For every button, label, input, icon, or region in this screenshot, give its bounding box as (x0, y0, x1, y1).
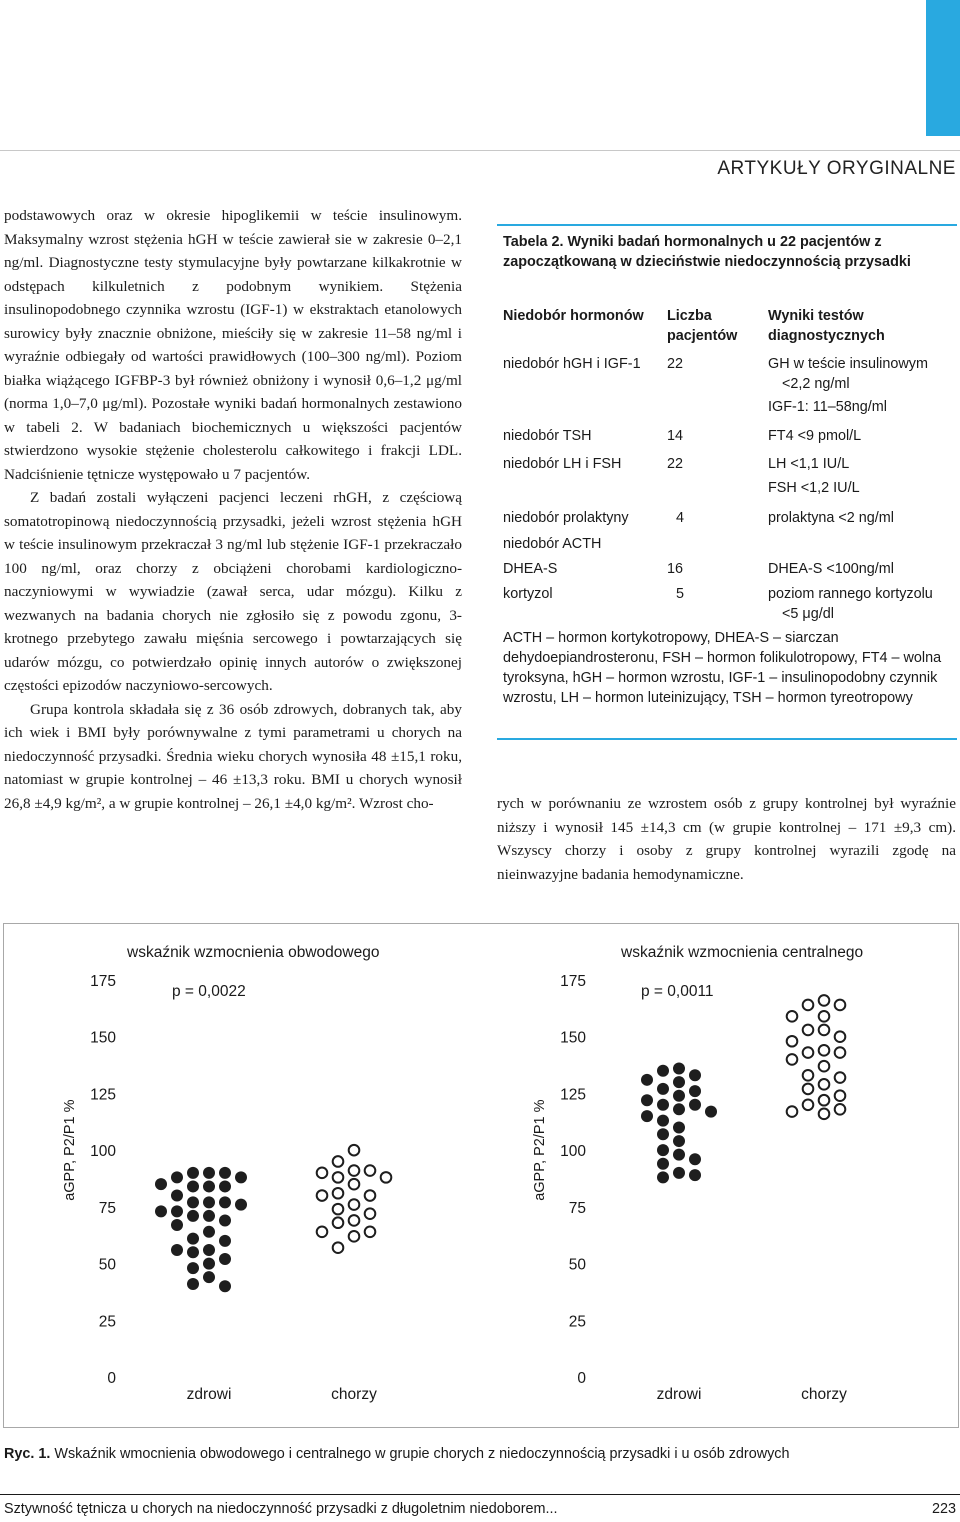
data-point-open (803, 1099, 814, 1110)
p-value-annotation: p = 0,0011 (641, 983, 714, 1000)
data-point-filled (219, 1196, 231, 1208)
hormone-results-table (497, 224, 957, 740)
data-point-filled (657, 1158, 669, 1170)
y-tick-label: 125 (560, 1086, 586, 1104)
paragraph: Z badań zostali wyłączeni pacjenci leczeni rhGH, z częściową somatotropinową niedoczynnością przysadki, jeżeli wzrost stężenia hGH w teście insulinowym przekraczał 3 ng/ml lub stężenie IGF-1 przekraczało 100 ng/ml, oraz chorzy z obciążeni chorobami kardiologiczno-naczyniowymi w wywiadzie (zawał serca, udar mózgu). Kilku z wezwanych na badania chorych nie zgłosiło się z powodu zgonu, 3-krotnego przebytego zawału mięśnia sercowego i powtarzających się udarów mózgu, co potwierdzało opinię innych autorów o zwiększonej częstości epizodów naczyniowo-sercowych. (4, 489, 462, 694)
row-deficiency: kortyzol (503, 586, 553, 602)
row-count: 5 (676, 586, 685, 602)
data-point-open (787, 1054, 798, 1065)
header-result-line1: Wyniki testów (768, 308, 864, 324)
y-tick-label: 175 (90, 973, 116, 990)
row-deficiency: niedobór LH i FSH (503, 456, 622, 472)
data-point-filled (219, 1180, 231, 1192)
data-point-filled (219, 1253, 231, 1265)
y-tick-label: 100 (90, 1143, 116, 1161)
data-point-open (835, 1047, 846, 1058)
section-label: ARTYKUŁY ORYGINALNE (717, 158, 956, 179)
y-tick-label: 150 (560, 1029, 586, 1047)
data-point-filled (187, 1246, 199, 1258)
paragraph: podstawowych oraz w okresie hipoglikemii w teście insulinowym. Maksymalny wzrost stężenia hGH w teście zawierał sie w zakresie 0–2,1 ng/ml. Diagnostyczne testy stymulacyjne były powtarzane kilkakrotnie w odstępach kilkuletnich z podobnym wynikiem. Stężenia insulinopodobnego czynnika wzrostu (IGF-1) w ekstraktach etanolowych surowicy były znacznie obniżone, mieściły się w zakresie 11–58 ng/ml i wyraźnie odbiegały od wartości prawidłowych (100–300 ng/ml). Poziom białka wiążącego IGFBP-3 był również obniżony i wynosił 0,6–1,2 μg/ml (norma 1,0–7,0 μg/ml). Pozostałe wyniki badań hormonalnych zestawiono w tabeli 2. W badaniach biochemicznych u większości pacjentów stwierdzono wysokie stężenie cholesterolu całkowitego i frakcji LDL. Nadciśnienie tętnicze występowało u 7 pacjentów. (4, 207, 462, 483)
data-point-filled (203, 1167, 215, 1179)
data-point-filled (673, 1076, 685, 1088)
page-number: 223 (931, 1501, 956, 1517)
header-result-line2: diagnostycznych (768, 328, 885, 344)
y-tick-label: 75 (568, 1199, 586, 1217)
data-point-filled (187, 1233, 199, 1245)
data-point-open (819, 1109, 830, 1120)
data-point-filled (219, 1235, 231, 1247)
data-point-open (803, 1047, 814, 1058)
header-count-line2: pacjentów (667, 328, 738, 344)
data-point-filled (673, 1103, 685, 1115)
data-point-open (333, 1172, 344, 1183)
data-point-open (381, 1172, 392, 1183)
y-axis-label: aGPP, P2/P1 % (62, 1099, 78, 1201)
data-point-open (835, 1000, 846, 1011)
data-point-filled (641, 1074, 653, 1086)
row-result: LH <1,1 IU/L (768, 456, 850, 472)
figure-caption-text: Wskaźnik wmocnienia obwodowego i centralnego w grupie chorych z niedoczynnością przysadki i u osób zdrowych (54, 1446, 790, 1462)
data-point-open (365, 1165, 376, 1176)
y-tick-label: 50 (568, 1256, 586, 1274)
x-category-label: chorzy (801, 1386, 847, 1403)
data-point-filled (641, 1110, 653, 1122)
row-result: <2,2 ng/ml (782, 376, 850, 392)
data-point-filled (689, 1099, 701, 1111)
y-tick-label: 100 (560, 1143, 586, 1161)
data-point-filled (689, 1069, 701, 1081)
y-tick-label: 175 (560, 973, 586, 990)
figure-caption (4, 1446, 790, 1462)
table-caption (503, 232, 953, 272)
p-value-annotation: p = 0,0022 (172, 983, 246, 1000)
data-point-filled (235, 1171, 247, 1183)
table-footnote: ACTH – hormon kortykotropowy, DHEA-S – siarczan dehydoepiandrosteronu, FSH – hormon folikulotropowy, FT4 – wolna tyroksyna, hGH – hormon wzrostu, IGF-1 – insulinopodobny czynnik wzrostu, LH – hormon luteinizujący, TSH – hormon tyreotropowy (503, 630, 942, 706)
data-point-open (333, 1156, 344, 1167)
paragraph: rych w porównaniu ze wzrostem osób z grupy kontrolnej był wyraźnie niższy i wynosił 145 ±14,3 cm (w grupie kontrolnej – 171 ±9,3 cm). Wszyscy chorzy i osoby z grupy kontrolnej wyrazili zgodę na nieinwazyjne badania hemodynamiczne. (497, 795, 956, 883)
data-point-open (349, 1145, 360, 1156)
data-point-filled (203, 1258, 215, 1270)
data-point-filled (187, 1196, 199, 1208)
row-result: DHEA-S <100ng/ml (768, 561, 894, 577)
figure-caption-label: Ryc. 1. (4, 1446, 51, 1462)
data-point-filled (203, 1180, 215, 1192)
data-point-filled (657, 1115, 669, 1127)
header-rule (0, 150, 960, 151)
y-tick-label: 125 (90, 1086, 116, 1104)
data-point-filled (171, 1205, 183, 1217)
data-point-filled (155, 1178, 167, 1190)
row-result: IGF-1: 11–58ng/ml (768, 399, 887, 415)
data-point-open (787, 1036, 798, 1047)
y-tick-label: 75 (98, 1199, 116, 1217)
data-point-filled (641, 1094, 653, 1106)
data-point-open (819, 1045, 830, 1056)
data-point-filled (219, 1167, 231, 1179)
y-tick-label: 0 (577, 1370, 586, 1387)
data-point-filled (657, 1128, 669, 1140)
row-result: FT4 <9 pmol/L (768, 428, 862, 444)
data-point-open (819, 995, 830, 1006)
data-point-open (819, 1011, 830, 1022)
y-tick-label: 150 (90, 1029, 116, 1047)
data-point-open (803, 1025, 814, 1036)
data-point-open (349, 1199, 360, 1210)
data-point-filled (657, 1099, 669, 1111)
data-point-open (349, 1165, 360, 1176)
y-tick-label: 50 (98, 1256, 116, 1274)
row-result: <5 μg/dl (782, 606, 834, 622)
data-point-filled (219, 1280, 231, 1292)
row-result: poziom rannego kortyzolu (768, 586, 933, 602)
data-point-filled (203, 1196, 215, 1208)
data-point-filled (203, 1210, 215, 1222)
y-axis-label: aGPP, P2/P1 % (532, 1099, 548, 1201)
data-point-open (333, 1242, 344, 1253)
row-deficiency: niedobór prolaktyny (503, 510, 629, 526)
data-point-open (333, 1204, 344, 1215)
figure-charts (4, 924, 958, 1427)
data-point-open (333, 1188, 344, 1199)
data-point-filled (235, 1199, 247, 1211)
data-point-open (835, 1090, 846, 1101)
x-category-label: zdrowi (186, 1386, 232, 1403)
data-point-filled (171, 1244, 183, 1256)
table-caption-text: Wyniki badań hormonalnych u 22 pacjentów z zapoczątkowaną w dzieciństwie niedoczynnością przysadki (503, 234, 911, 270)
data-point-open (819, 1025, 830, 1036)
data-point-filled (203, 1226, 215, 1238)
data-point-filled (673, 1167, 685, 1179)
data-point-open (365, 1227, 376, 1238)
data-point-open (349, 1215, 360, 1226)
x-category-label: chorzy (331, 1386, 377, 1403)
data-point-filled (657, 1144, 669, 1156)
row-deficiency: niedobór hGH i IGF-1 (503, 356, 641, 372)
data-point-filled (657, 1065, 669, 1077)
data-point-filled (155, 1205, 167, 1217)
x-category-label: zdrowi (656, 1386, 702, 1403)
data-point-filled (171, 1171, 183, 1183)
paragraph: Grupa kontrola składała się z 36 osób zdrowych, dobranych tak, aby ich wiek i BMI były porównywalne z tymi parametrami u chorych na niedoczynność przysadki. Średnia wieku chorych wynosiła 48 ±15,1 roku, natomiast w grupie kontrolnej – 46 ±13,3 roku. BMI u chorych wynosił 26,8 ±4,9 kg/m², a w grupie kontrolnej – 26,1 ±4,0 kg/m². Wzrost cho- (4, 700, 462, 812)
data-point-filled (171, 1219, 183, 1231)
row-count: 4 (676, 510, 685, 526)
figure-panel (3, 923, 959, 1428)
data-point-filled (187, 1167, 199, 1179)
data-point-filled (673, 1149, 685, 1161)
data-point-open (835, 1031, 846, 1042)
data-point-open (803, 1084, 814, 1095)
data-point-open (787, 1106, 798, 1117)
data-point-filled (187, 1278, 199, 1290)
running-footer-title: Sztywność tętnicza u chorych na niedoczynność przysadki z długoletnim niedoborem... (4, 1501, 558, 1517)
row-count: 16 (667, 561, 684, 577)
y-tick-label: 25 (568, 1313, 586, 1331)
data-point-filled (689, 1085, 701, 1097)
data-point-open (317, 1227, 328, 1238)
data-point-open (333, 1217, 344, 1228)
data-point-open (819, 1079, 830, 1090)
data-point-filled (657, 1083, 669, 1095)
data-point-filled (171, 1190, 183, 1202)
row-count: 14 (667, 428, 684, 444)
data-point-filled (673, 1135, 685, 1147)
accent-bar (926, 0, 960, 136)
row-count: 22 (667, 356, 684, 372)
row-count: 22 (667, 456, 684, 472)
data-point-open (835, 1104, 846, 1115)
data-point-filled (203, 1244, 215, 1256)
row-result: GH w teście insulinowym (768, 356, 928, 372)
data-point-open (317, 1190, 328, 1201)
row-deficiency: niedobór ACTH (503, 536, 602, 552)
y-tick-label: 0 (107, 1370, 116, 1387)
data-point-open (365, 1190, 376, 1201)
data-point-filled (673, 1121, 685, 1133)
data-point-filled (657, 1171, 669, 1183)
row-result: prolaktyna <2 ng/ml (768, 510, 894, 526)
row-result: FSH <1,2 IU/L (768, 480, 860, 496)
data-point-open (803, 1070, 814, 1081)
data-point-open (349, 1231, 360, 1242)
table-caption-number: Tabela 2. (503, 234, 564, 250)
header-deficiency: Niedobór hormonów (503, 308, 644, 324)
row-deficiency: DHEA-S (503, 561, 558, 577)
header-count-line1: Liczba (667, 308, 712, 324)
chart-title: wskaźnik wzmocnienia centralnego (621, 944, 864, 961)
data-point-filled (187, 1210, 199, 1222)
footer-rule (0, 1494, 960, 1495)
data-point-filled (187, 1262, 199, 1274)
data-point-filled (673, 1062, 685, 1074)
data-point-filled (187, 1180, 199, 1192)
data-point-open (803, 1000, 814, 1011)
data-point-open (819, 1095, 830, 1106)
data-point-filled (219, 1214, 231, 1226)
row-deficiency: niedobór TSH (503, 428, 592, 444)
data-point-filled (203, 1271, 215, 1283)
data-point-open (835, 1072, 846, 1083)
data-point-filled (705, 1106, 717, 1118)
data-point-open (819, 1061, 830, 1072)
data-point-filled (689, 1169, 701, 1181)
data-point-open (317, 1168, 328, 1179)
data-point-filled (689, 1153, 701, 1165)
data-point-open (365, 1208, 376, 1219)
data-point-filled (673, 1090, 685, 1102)
chart-title: wskaźnik wzmocnienia obwodowego (127, 944, 380, 961)
data-point-open (787, 1011, 798, 1022)
right-column-text (497, 792, 956, 886)
data-point-open (349, 1179, 360, 1190)
y-tick-label: 25 (98, 1313, 116, 1331)
left-column-text (4, 204, 462, 815)
